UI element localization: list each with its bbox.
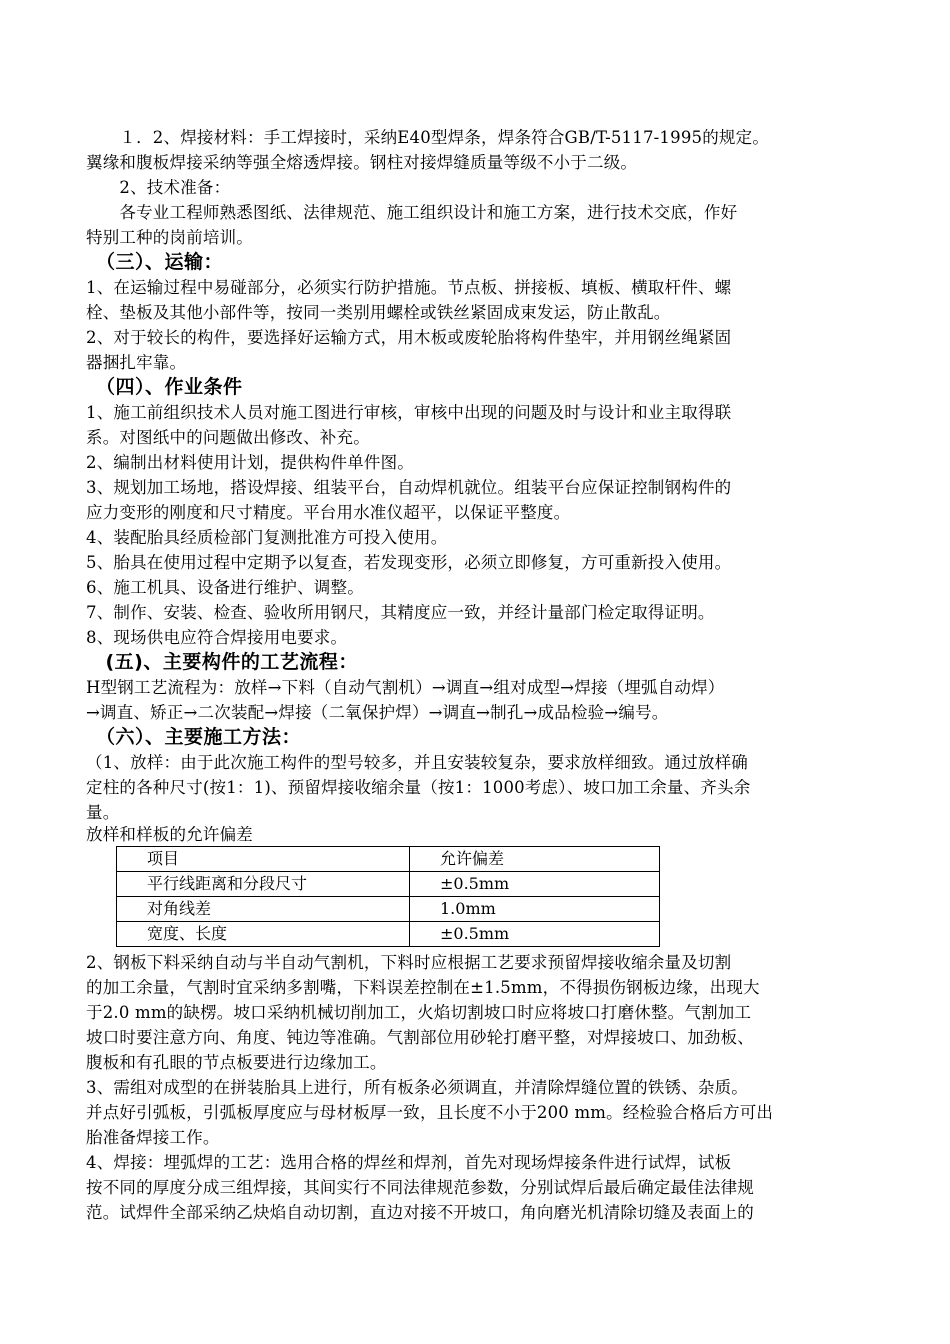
table-cell: 对角线差 [117,897,410,922]
text-line: 应力变形的刚度和尺寸精度。平台用水准仪超平，以保证平整度。 [86,503,571,522]
text-line: 按不同的厚度分成三组焊接，其间实行不同法律规范参数，分别试焊后最后确定最佳法律规 [86,1178,754,1197]
text-line: 系。对图纸中的问题做出修改、补充。 [86,428,370,447]
text-line: H型钢工艺流程为：放样→下料（自动气割机）→调直→组对成型→焊接（埋弧自动焊） [86,678,725,697]
text-line: 3、需组对成型的在拼装胎具上进行，所有板条必须调直，并清除焊缝位置的铁锈、杂质。 [86,1078,748,1097]
text-line: 2、钢板下料采纳自动与半自动气割机，下料时应根据工艺要求预留焊接收缩余量及切割 [86,953,732,972]
text-line: 7、制作、安装、检查、验收所用钢尺，其精度应一致，并经计量部门检定取得证明。 [86,603,715,622]
text-line: 定柱的各种尺寸(按1：1)、预留焊接收缩余量（按1：1000考虑）、坡口加工余量、齐头余 [86,778,751,797]
text-line: 器捆扎牢靠。 [86,353,187,372]
text-line: 腹板和有孔眼的节点板要进行边缘加工。 [86,1053,387,1072]
section-heading: （四）、作业条件 [86,376,243,398]
section-heading: (五)、主要构件的工艺流程： [86,651,358,673]
table-row [117,872,660,897]
text-line: 2、编制出材料使用计划，提供构件单件图。 [86,453,414,472]
table-cell: ±0.5mm [410,922,660,947]
table-row [117,922,660,947]
text-line: （1、放样：由于此次施工构件的型号较多，并且安装较复杂，要求放样细致。通过放样确 [86,753,748,772]
table-header-cell: 允许偏差 [410,847,660,872]
text-line: 2、对于较长的构件，要选择好运输方式，用木板或废轮胎将构件垫牢，并用钢丝绳紧固 [86,328,732,347]
text-line: 量。 [86,803,120,822]
table-row [117,897,660,922]
text-line: 的加工余量，气割时宜采纳多割嘴，下料误差控制在±1.5mm，不得损伤钢板边缘，出现大 [86,978,760,997]
table-cell: 1.0mm [410,897,660,922]
text-line: 3、规划加工场地，搭设焊接、组装平台，自动焊机就位。组装平台应保证控制钢构件的 [86,478,732,497]
table-cell: 平行线距离和分段尺寸 [117,872,410,897]
text-line: 栓、垫板及其他小部件等，按同一类别用螺栓或铁丝紧固成束发运，防止散乱。 [86,303,671,322]
text-line: 范。试焊件全部采纳乙炔焰自动切割，直边对接不开坡口，角向磨光机清除切缝及表面上的 [86,1203,754,1222]
table-header-row [117,847,660,872]
text-line: 特别工种的岗前培训。 [86,228,253,247]
text-line: １．2、焊接材料：手工焊接时，采纳E40型焊条，焊条符合GB/T-5117-1995的规定。 [86,128,770,147]
text-line: 1、施工前组织技术人员对施工图进行审核，审核中出现的问题及时与设计和业主取得联 [86,403,732,422]
text-line: 5、胎具在使用过程中定期予以复查，若发现变形，必须立即修复，方可重新投入使用。 [86,553,732,572]
text-line: 6、施工机具、设备进行维护、调整。 [86,578,364,597]
text-line: 2、技术准备： [86,178,231,197]
tolerance-table [116,846,660,947]
text-line: 胎准备焊接工作。 [86,1128,220,1147]
text-line: 各专业工程师熟悉图纸、法律规范、施工组织设计和施工方案，进行技术交底，作好 [86,203,738,222]
text-line: 于2.0 mm的缺楞。坡口采纳机械切削加工，火焰切割坡口时应将坡口打磨休整。气割加工 [86,1003,752,1022]
text-line: 翼缘和腹板焊接采纳等强全熔透焊接。钢柱对接焊缝质量等级不小于二级。 [86,153,638,172]
text-line: →调直、矫正→二次装配→焊接（二氧保护焊）→调直→制孔→成品检验→编号。 [86,703,669,722]
table-cell: 宽度、长度 [117,922,410,947]
text-line: 1、在运输过程中易碰部分，必须实行防护措施。节点板、拼接板、填板、横取杆件、螺 [86,278,732,297]
text-line: 8、现场供电应符合焊接用电要求。 [86,628,348,647]
text-line: 4、焊接：埋弧焊的工艺：选用合格的焊丝和焊剂，首先对现场焊接条件进行试焊，试板 [86,1153,732,1172]
table-cell: ±0.5mm [410,872,660,897]
section-heading: （六）、主要施工方法： [86,726,302,748]
text-line: 4、装配胎具经质检部门复测批准方可投入使用。 [86,528,448,547]
text-line: 并点好引弧板，引弧板厚度应与母材板厚一致，且长度不小于200 mm。经检验合格后方可出 [86,1103,774,1122]
section-heading: （三）、运输： [86,251,224,273]
table-header-cell: 项目 [117,847,410,872]
table-caption: 放样和样板的允许偏差 [86,825,253,844]
text-line: 坡口时要注意方向、角度、钝边等准确。气割部位用砂轮打磨平整，对焊接坡口、加劲板、 [86,1028,754,1047]
